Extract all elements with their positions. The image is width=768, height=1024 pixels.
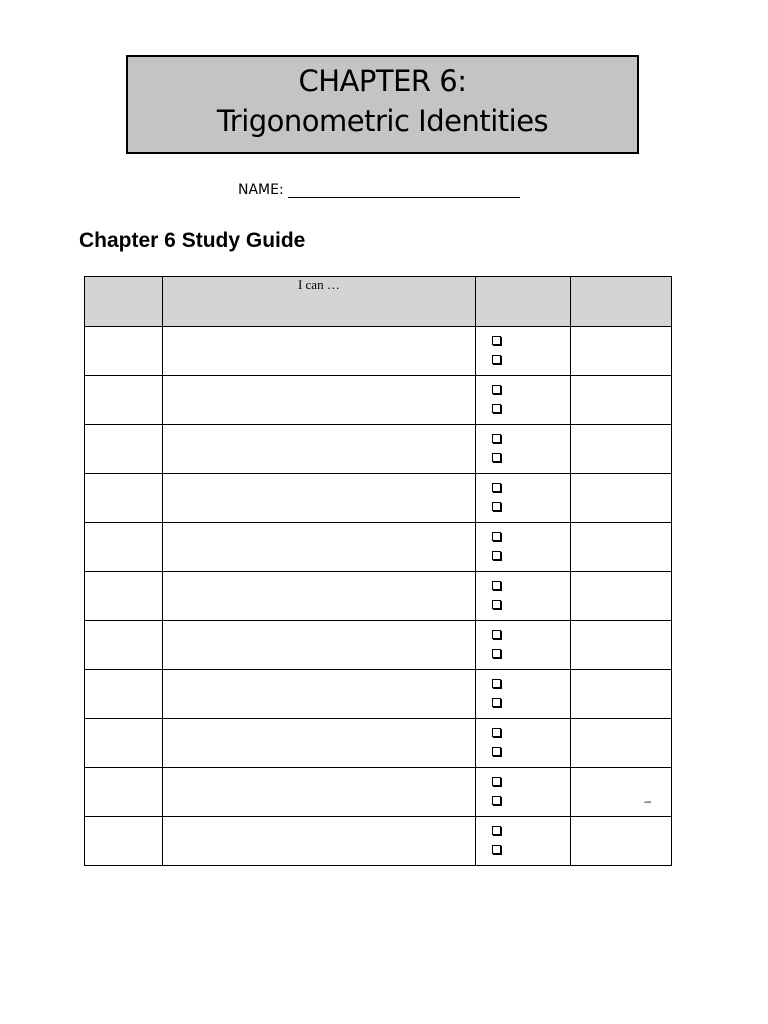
i-can-cell: [163, 523, 476, 572]
name-field[interactable]: [288, 183, 520, 198]
checkbox[interactable]: [492, 630, 501, 639]
checkbox-cell: [475, 425, 570, 474]
checkbox-cell: [475, 621, 570, 670]
i-can-cell: [163, 670, 476, 719]
notes-cell: [570, 327, 671, 376]
chapter-title-box: [126, 55, 639, 154]
section-cell: [85, 425, 163, 474]
chapter-number: CHAPTER 6:: [298, 64, 467, 98]
checkbox[interactable]: [492, 777, 501, 786]
checkbox[interactable]: [492, 747, 501, 756]
section-cell: [85, 376, 163, 425]
checkbox-cell: [475, 474, 570, 523]
checkbox-cell: [475, 817, 570, 866]
notes-cell: [570, 572, 671, 621]
checkbox[interactable]: [492, 600, 501, 609]
table-row: [85, 474, 672, 523]
header-cell: [85, 277, 163, 327]
notes-cell: [570, 719, 671, 768]
table-row: [85, 719, 672, 768]
checkbox[interactable]: [492, 434, 501, 443]
checkbox[interactable]: [492, 728, 501, 737]
section-cell: [85, 474, 163, 523]
i-can-cell: [163, 474, 476, 523]
checkbox[interactable]: [492, 845, 501, 854]
notes-cell: [570, 670, 671, 719]
i-can-cell: [163, 425, 476, 474]
checkbox[interactable]: [492, 532, 501, 541]
table-row: [85, 523, 672, 572]
section-cell: [85, 768, 163, 817]
checkbox[interactable]: [492, 679, 501, 688]
notes-cell: [570, 474, 671, 523]
checkbox[interactable]: [492, 355, 501, 364]
header-cell: [570, 277, 671, 327]
checkbox-cell: [475, 327, 570, 376]
table-row: [85, 572, 672, 621]
study-guide-title: Chapter 6 Study Guide: [79, 229, 306, 252]
checkbox[interactable]: [492, 551, 501, 560]
i-can-cell: [163, 621, 476, 670]
table-row: [85, 768, 672, 817]
note-text: –: [644, 794, 651, 808]
i-can-cell: [163, 768, 476, 817]
section-cell: [85, 572, 163, 621]
section-cell: [85, 327, 163, 376]
name-row: [238, 182, 520, 198]
section-cell: [85, 817, 163, 866]
checkbox[interactable]: [492, 581, 501, 590]
table-row: [85, 327, 672, 376]
checkbox[interactable]: [492, 796, 501, 805]
checkbox-cell: [475, 376, 570, 425]
i-can-cell: [163, 376, 476, 425]
section-cell: [85, 621, 163, 670]
table-row: [85, 621, 672, 670]
checkbox-cell: [475, 670, 570, 719]
checkbox[interactable]: [492, 385, 501, 394]
i-can-cell: [163, 572, 476, 621]
section-cell: [85, 719, 163, 768]
section-cell: [85, 523, 163, 572]
checkbox-cell: [475, 523, 570, 572]
chapter-title: Trigonometric Identities: [216, 104, 549, 138]
table-row: [85, 376, 672, 425]
i-can-label: I can …: [297, 277, 340, 292]
header-cell-i-can: [163, 277, 476, 327]
checkbox[interactable]: [492, 336, 501, 345]
checkbox-cell: [475, 572, 570, 621]
i-can-cell: [163, 817, 476, 866]
i-can-cell: [163, 719, 476, 768]
checkbox[interactable]: [492, 649, 501, 658]
notes-cell: [570, 621, 671, 670]
checkbox-cell: [475, 719, 570, 768]
table-header-row: [85, 277, 672, 327]
checkbox[interactable]: [492, 404, 501, 413]
section-cell: [85, 670, 163, 719]
checkbox[interactable]: [492, 453, 501, 462]
table-row: [85, 670, 672, 719]
notes-cell: [570, 376, 671, 425]
i-can-cell: [163, 327, 476, 376]
checkbox-cell: [475, 768, 570, 817]
checkbox[interactable]: [492, 502, 501, 511]
checkbox[interactable]: [492, 826, 501, 835]
notes-cell: [570, 768, 671, 817]
notes-cell: [570, 425, 671, 474]
name-label: NAME:: [238, 182, 284, 198]
table-row: [85, 817, 672, 866]
table-row: [85, 425, 672, 474]
header-cell: [475, 277, 570, 327]
notes-cell: [570, 523, 671, 572]
study-guide-table: [84, 276, 672, 866]
notes-cell: [570, 817, 671, 866]
checkbox[interactable]: [492, 483, 501, 492]
checkbox[interactable]: [492, 698, 501, 707]
